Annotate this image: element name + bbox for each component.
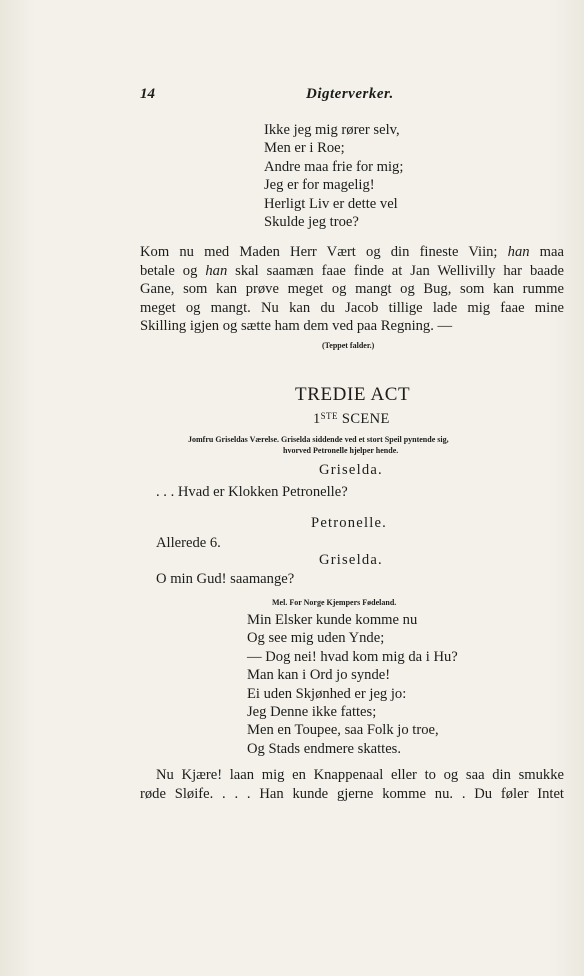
verse-line: Og Stads endmere skattes.: [247, 740, 402, 757]
verse-line: Herligt Liv er dette vel: [264, 195, 398, 212]
verse-line: Andre maa frie for mig;: [264, 158, 404, 175]
stage-direction-curtain: (Teppet falder.): [322, 341, 375, 350]
verse-line: Og see mig uden Ynde;: [247, 630, 385, 647]
running-title: Digterverker.: [306, 86, 394, 102]
verse-line: Men en Toupee, saa Folk jo troe,: [247, 722, 439, 739]
act-title: TREDIE ACT: [295, 384, 411, 405]
speaker-name: Griselda.: [319, 462, 383, 478]
dialogue-line: O min Gud! saamange?: [156, 571, 295, 587]
melody-note: Mel. For Norge Kjempers Fødeland.: [272, 598, 397, 607]
verse-line: Ikke jeg mig rører selv,: [264, 122, 400, 138]
prose-line: Nu Kjære! laan mig en Knappenaal eller to og saa din smukke: [156, 767, 564, 783]
verse-line: Jeg er for magelig!: [264, 177, 375, 194]
prose-line: meget og mangt. Nu kan du Jacob tillige lade mig faae mine: [140, 299, 564, 316]
verse-line: Man kan i Ord jo synde!: [247, 667, 391, 684]
verse-line: Men er i Roe;: [264, 140, 345, 157]
verse-line: Jeg Denne ikke fattes;: [247, 704, 377, 721]
prose-line: Skilling igjen og sætte ham dem ved paa Regning. —: [140, 318, 453, 334]
prose-line: Kom nu med Maden Herr Vært og din fineste Viin; han maa: [140, 244, 564, 260]
prose-line: betale og han skal saamæn faae finde at Jan Wellivilly har baade: [140, 262, 564, 279]
verse-stanza-1: [264, 121, 403, 231]
verse-stanza-2: [247, 611, 458, 758]
scene-title: 1STE SCENE: [313, 411, 390, 427]
prose-paragraph-1: [140, 243, 564, 336]
stage-direction-setting: Jomfru Griseldas Værelse. Griselda siddende ved et stort Speil pyntende sig,: [188, 435, 449, 444]
prose-line: røde Sløife. . . . Han kunde gjerne komme nu. . Du føler Intet: [140, 785, 564, 802]
verse-line: — Dog nei! hvad kom mig da i Hu?: [247, 648, 458, 665]
verse-line: Min Elsker kunde komme nu: [247, 612, 418, 628]
dialogue-line: Allerede 6.: [156, 535, 221, 551]
stage-direction-setting-cont: hvorved Petronelle hjelper hende.: [283, 446, 399, 455]
verse-line: Ei uden Skjønhed er jeg jo:: [247, 685, 407, 702]
page-number: 14: [140, 86, 155, 102]
verse-line: Skulde jeg troe?: [264, 214, 359, 231]
speaker-name: Griselda.: [319, 552, 383, 568]
emphasis: han: [507, 244, 530, 260]
dialogue-line: . . . Hvad er Klokken Petronelle?: [156, 484, 348, 500]
prose-line: Gane, som kan prøve meget og mangt og Bug, som kan rumme: [140, 281, 564, 297]
speaker-name: Petronelle.: [311, 515, 388, 531]
emphasis: han: [205, 262, 228, 279]
prose-paragraph-2: [140, 766, 564, 803]
